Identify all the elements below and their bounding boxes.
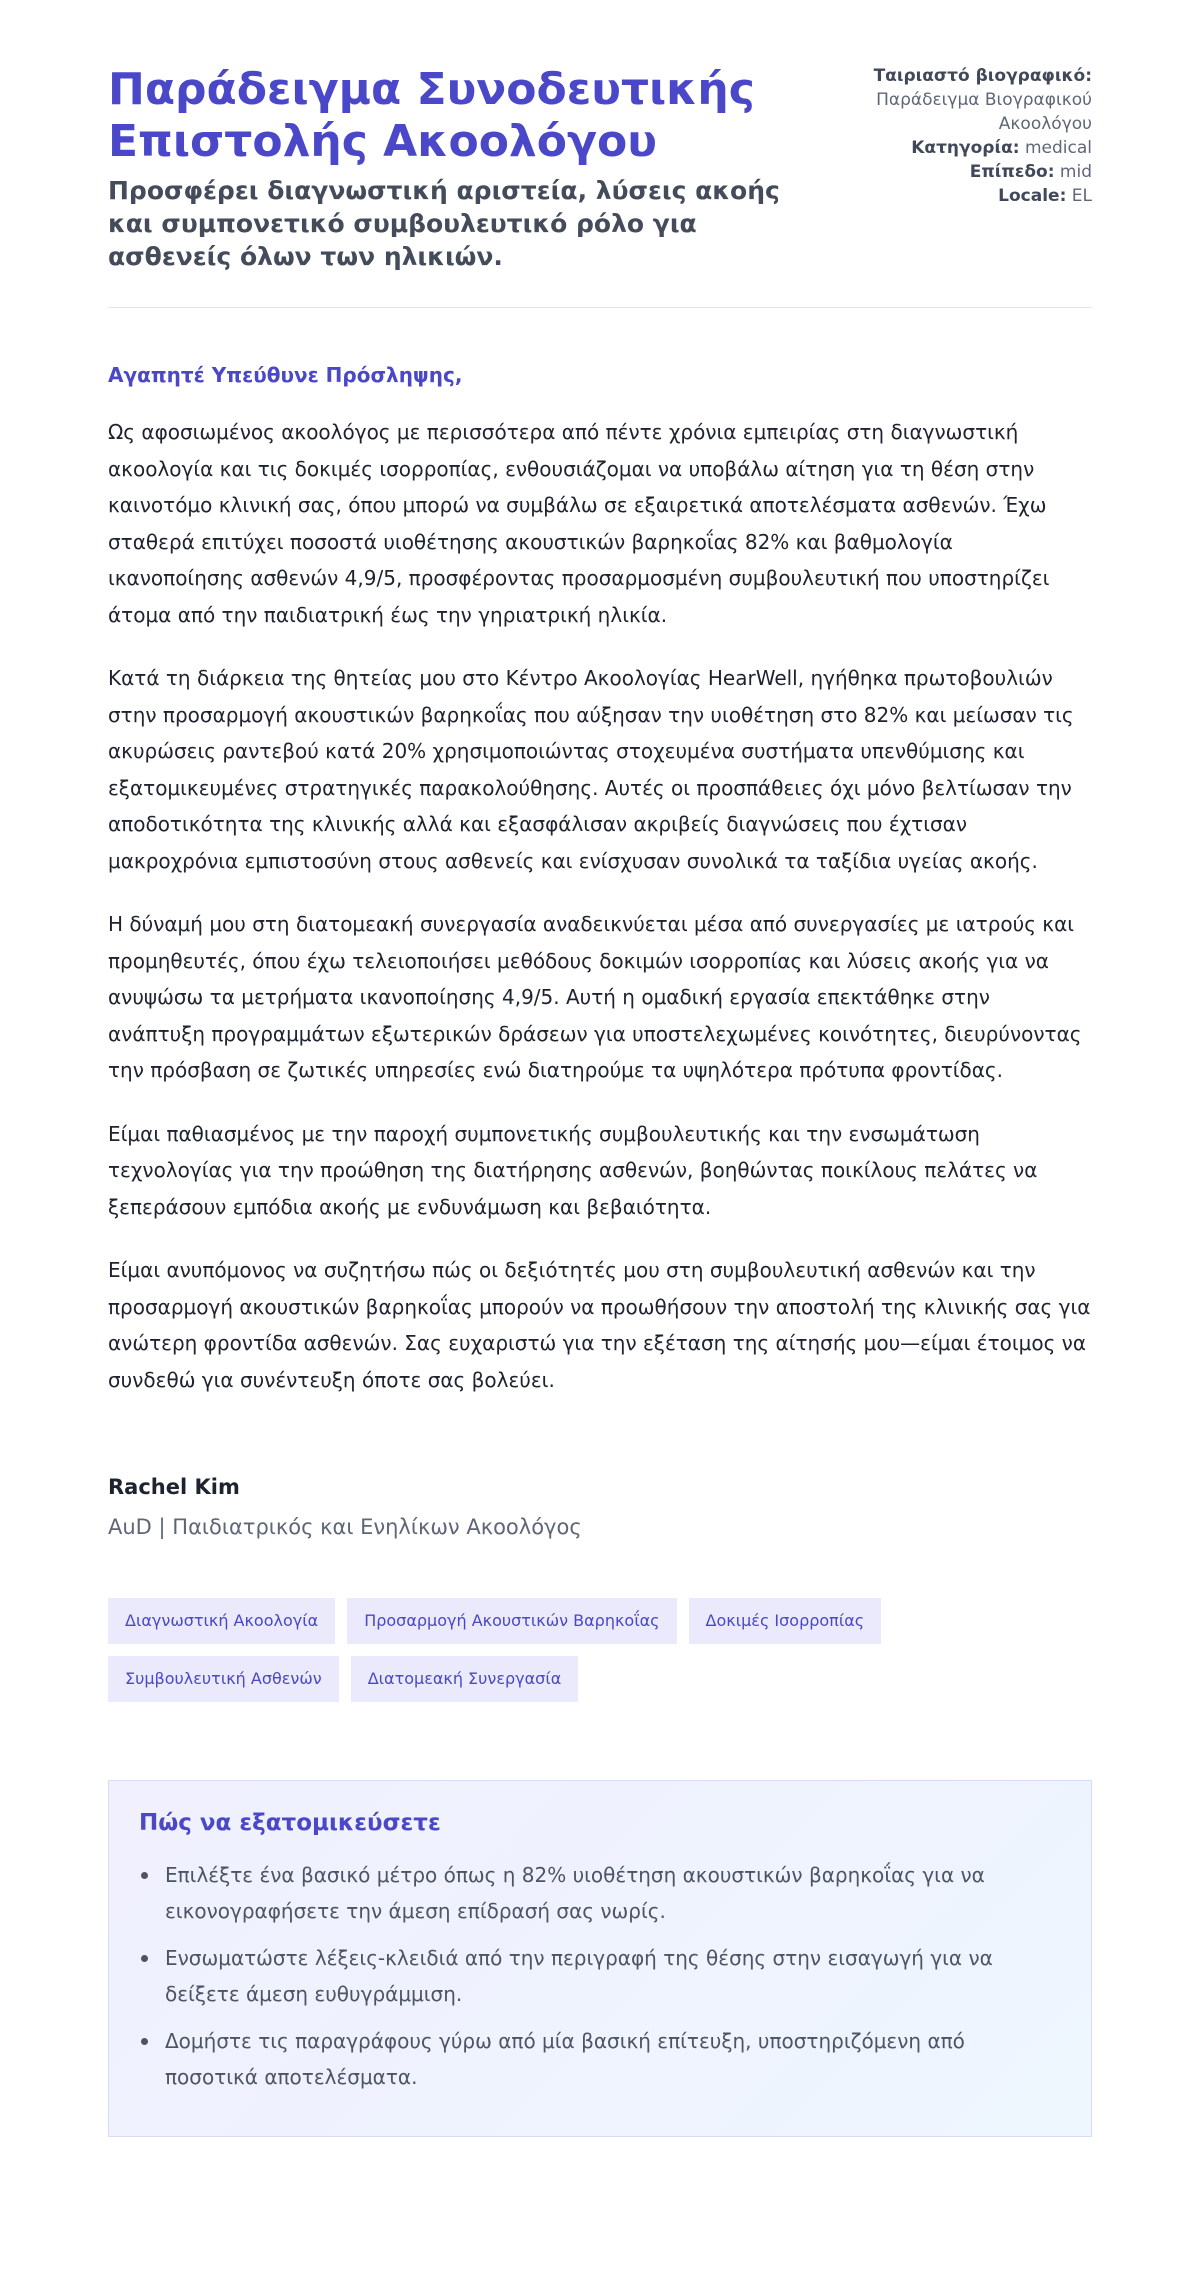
signature-block xyxy=(108,1472,1092,1542)
tip-text: Ενσωματώστε λέξεις-κλειδιά από την περιγραφή της θέσης στην εισαγωγή για να δείξετε άμεση ευθυγράμμιση. xyxy=(165,1946,993,2006)
meta-locale-value: EL xyxy=(1071,186,1092,206)
meta-category xyxy=(797,136,1092,160)
skill-tags xyxy=(108,1598,1098,1714)
header-left xyxy=(108,64,797,273)
salutation: Αγαπητέ Υπεύθυνε Πρόσληψης, xyxy=(108,363,463,387)
tip-text: Επιλέξτε ένα βασικό μέτρο όπως η 82% υιοθέτηση ακουστικών βαρηκοΐας για να εικονογραφήσετε την άμεση επίδρασή σας νωρίς. xyxy=(165,1863,985,1923)
signature-name: Rachel Kim xyxy=(108,1475,240,1499)
letter-paragraph: Η δύναμή μου στη διατομεακή συνεργασία αναδεικνύεται μέσα από συνεργασίες με ιατρούς και προμηθευτές, όπου έχω τελειοποιήσει μεθόδους δοκιμών ισορροπίας και λύσεις ακοής για να ανυψώσω τα μετρήματα ικανοποίησης 4,9/5. Αυτή η ομαδική εργασία επεκτάθηκε στην ανάπτυξη προγραμμάτων εξωτερικών δράσεων για υποστελεχωμένες κοινότητες, διευρύνοντας την πρόσβαση σε ζωτικές υπηρεσίες ενώ διατηρούμε τα υψηλότερα πρότυπα φροντίδας. xyxy=(108,912,1082,1082)
letter-paragraph: Ως αφοσιωμένος ακοολόγος με περισσότερα από πέντε χρόνια εμπειρίας στη διαγνωστική ακοολογία και τις δοκιμές ισορροπίας, ενθουσιάζομαι να υποβάλω αίτηση για τη θέση στην καινοτόμο κλινική σας, όπου μπορώ να συμβάλω σε εξαιρετικά αποτελέσματα ασθενών. Έχω σταθερά επιτύχει ποσοστά υιοθέτησης ακουστικών βαρηκοΐας 82% και βαθμολογία ικανοποίησης ασθενών 4,9/5, προσφέροντας προσαρμοσμένη συμβουλευτική που υποστηρίζει άτομα από την παιδιατρική έως την γηριατρική ηλικία. xyxy=(108,420,1050,627)
tip-text: Δομήστε τις παραγράφους γύρω από μία βασική επίτευξη, υποστηριζόμενη από ποσοτικά αποτελέσματα. xyxy=(165,2029,965,2089)
tip-item xyxy=(139,1857,1061,1929)
tips-title: Πώς να εξατομικεύσετε xyxy=(139,1810,441,1836)
meta-level xyxy=(797,160,1092,184)
meta-resume xyxy=(797,64,1092,136)
skill-tag: Διαγνωστική Ακοολογία xyxy=(108,1598,335,1644)
header-divider xyxy=(108,307,1092,308)
skill-tag: Διατομεακή Συνεργασία xyxy=(351,1656,579,1702)
page-header xyxy=(108,64,1092,273)
signature-title: AuD | Παιδιατρικός και Ενηλίκων Ακοολόγος xyxy=(108,1515,582,1539)
meta-resume-label: Ταιριαστό βιογραφικό: xyxy=(873,66,1092,86)
skill-tag: Δοκιμές Ισορροπίας xyxy=(689,1598,882,1644)
letter-paragraph: Είμαι παθιασμένος με την παροχή συμπονετικής συμβουλευτικής και την ενσωμάτωση τεχνολογίας για την προώθηση της διατήρησης ασθενών, βοηθώντας ποικίλους πελάτες να ξεπεράσουν εμπόδια ακοής με ενδυνάμωση και βεβαιότητα. xyxy=(108,1121,1038,1219)
meta-category-value: medical xyxy=(1024,138,1092,158)
meta-panel xyxy=(797,64,1092,208)
meta-level-value: mid xyxy=(1059,162,1092,182)
skill-tag: Συμβουλευτική Ασθενών xyxy=(108,1656,339,1702)
bullet-icon xyxy=(141,1872,148,1879)
tips-list xyxy=(139,1857,1061,2095)
letter-paragraph: Κατά τη διάρκεια της θητείας μου στο Κέντρο Ακοολογίας HearWell, ηγήθηκα πρωτοβουλιών στην προσαρμογή ακουστικών βαρηκοΐας που αύξησαν την υιοθέτηση στο 82% και μείωσαν τις ακυρώσεις ραντεβού κατά 20% χρησιμοποιώντας στοχευμένα συστήματα υπενθύμισης και εξατομικευμένες στρατηγικές παρακολούθησης. Αυτές οι προσπάθειες όχι μόνο βελτίωσαν την αποδοτικότητα της κλινικής αλλά και εξασφάλισαν ακριβείς διαγνώσεις που έχτισαν μακροχρόνια εμπιστοσύνη στους ασθενείς και ενίσχυσαν συνολικά τα ταξίδια υγείας ακοής. xyxy=(108,666,1074,873)
meta-locale xyxy=(797,184,1092,208)
personalization-tips-box xyxy=(108,1780,1092,2137)
meta-locale-label: Locale: xyxy=(998,186,1067,206)
bullet-icon xyxy=(141,1955,148,1962)
meta-level-label: Επίπεδο: xyxy=(969,162,1055,182)
meta-resume-value: Παράδειγμα Βιογραφικού Ακοολόγου xyxy=(876,90,1092,134)
page-title: Παράδειγμα Συνοδευτικής Επιστολής Ακοολόγου xyxy=(108,64,755,167)
tip-item xyxy=(139,2023,1061,2095)
meta-category-label: Κατηγορία: xyxy=(911,138,1020,158)
page-subtitle: Προσφέρει διαγνωστική αριστεία, λύσεις ακοής και συμπονετικό συμβουλευτικό ρόλο για ασθενείς όλων των ηλικιών. xyxy=(108,176,780,271)
letter-paragraph: Είμαι ανυπόμονος να συζητήσω πώς οι δεξιότητές μου στη συμβουλευτική ασθενών και την προσαρμογή ακουστικών βαρηκοΐας μπορούν να προωθήσουν την αποστολή της κλινικής σας για ανώτερη φροντίδα ασθενών. Σας ευχαριστώ για την εξέταση της αίτησής μου—είμαι έτοιμος να συνδεθώ για συνέντευξη όποτε σας βολεύει. xyxy=(108,1258,1091,1392)
tip-item xyxy=(139,1940,1061,2012)
bullet-icon xyxy=(141,2038,148,2045)
letter-body xyxy=(108,360,1092,1398)
skill-tag: Προσαρμογή Ακουστικών Βαρηκοΐας xyxy=(347,1598,676,1644)
